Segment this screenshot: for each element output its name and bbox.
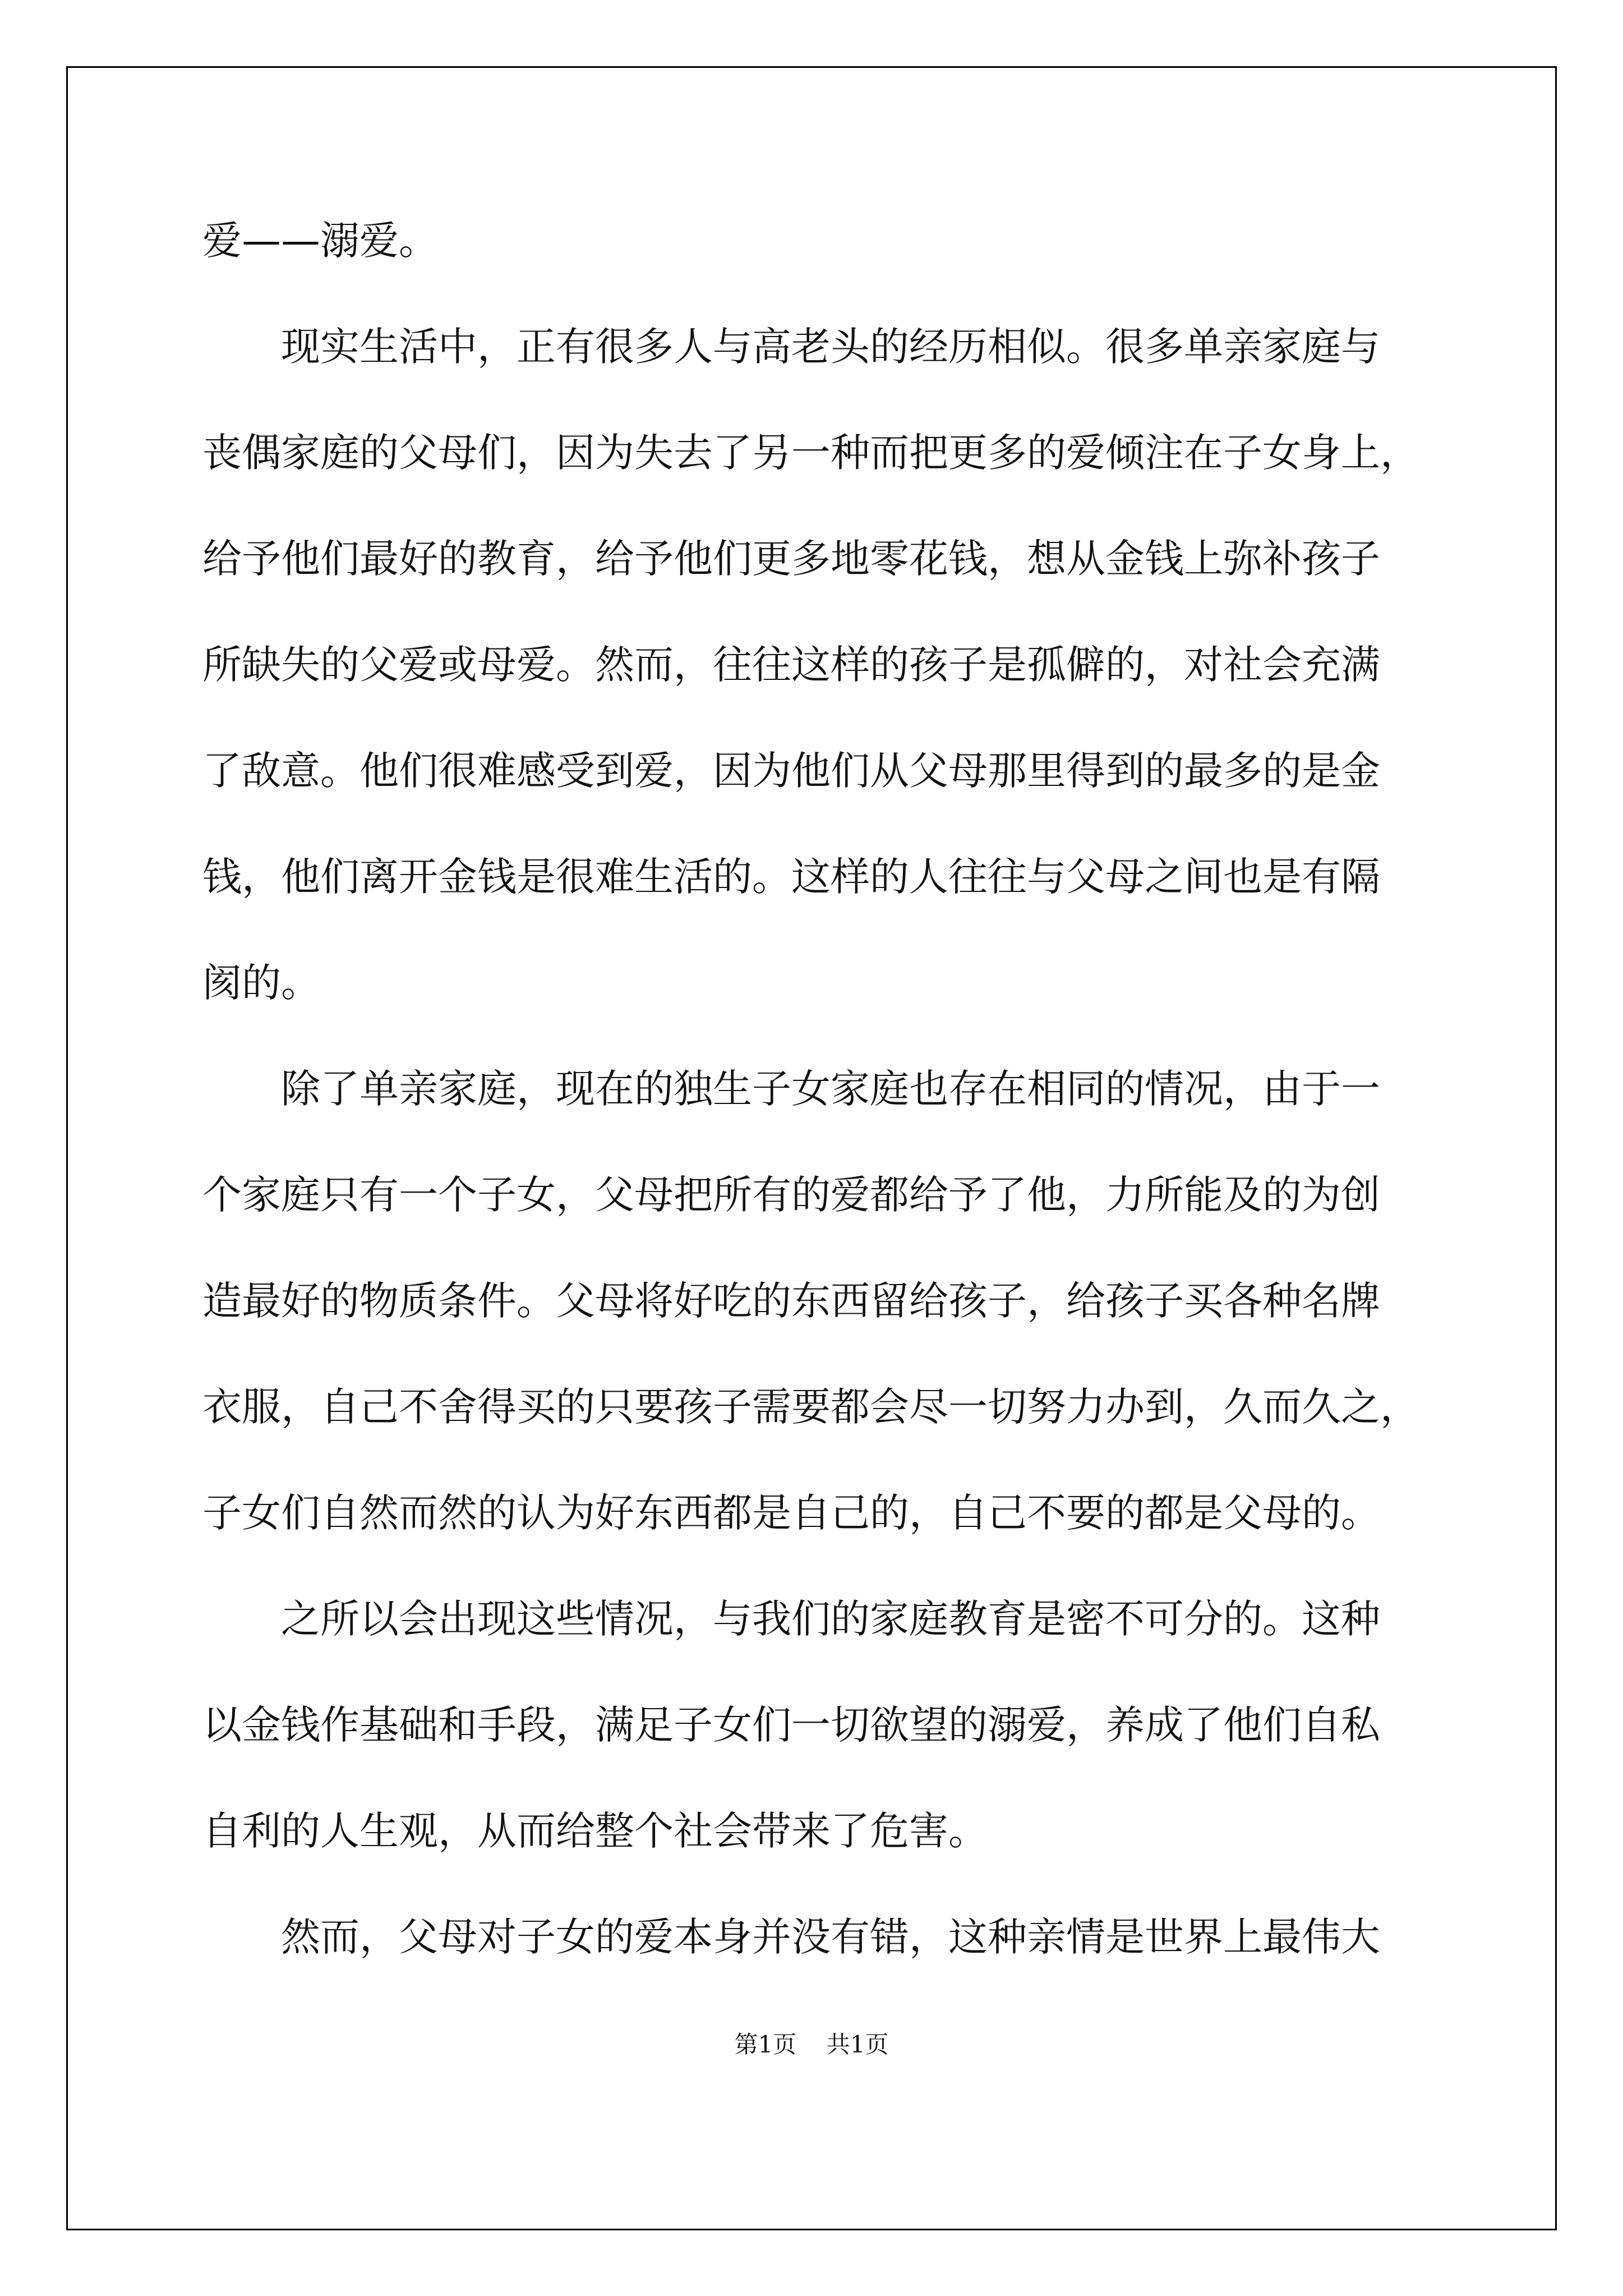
text-line: 现实生活中，正有很多人与高老头的经历相似。很多单亲家庭与: [202, 324, 1380, 370]
page-total: 共1页: [826, 2031, 889, 2058]
text-line: 除了单亲家庭，现在的独生子女家庭也存在相同的情况，由于一: [202, 1066, 1380, 1112]
text-line: 然而，父母对子女的爱本身并没有错，这种亲情是世界上最伟大: [202, 1914, 1380, 1960]
text-line: 子女们自然而然的认为好东西都是自己的，自己不要的都是父母的。: [202, 1490, 1380, 1536]
text-line: 所缺失的父爱或母爱。然而，往往这样的孩子是孤僻的，对社会充满: [202, 642, 1380, 688]
text-line: 造最好的物质条件。父母将好吃的东西留给孩子，给孩子买各种名牌: [202, 1278, 1380, 1324]
page-number: 第1页: [734, 2031, 797, 2058]
text-line: 爱——溺爱。: [202, 218, 438, 264]
text-line: 给予他们最好的教育，给予他们更多地零花钱，想从金钱上弥补孩子: [202, 536, 1380, 582]
text-line: 了敌意。他们很难感受到爱，因为他们从父母那里得到的最多的是金: [202, 748, 1380, 794]
document-body: [202, 188, 1436, 1990]
text-line: 丧偶家庭的父母们，因为失去了另一种而把更多的爱倾注在子女身上，: [202, 430, 1419, 476]
text-line: 阂的。: [202, 960, 320, 1006]
text-line: 之所以会出现这些情况，与我们的家庭教育是密不可分的。这种: [202, 1596, 1380, 1642]
text-line: 以金钱作基础和手段，满足子女们一切欲望的溺爱，养成了他们自私: [202, 1702, 1380, 1748]
text-line: 钱，他们离开金钱是很难生活的。这样的人往往与父母之间也是有隔: [202, 854, 1380, 900]
text-line: 衣服，自己不舍得买的只要孩子需要都会尽一切努力办到，久而久之，: [202, 1384, 1419, 1430]
text-line: 自利的人生观，从而给整个社会带来了危害。: [202, 1808, 988, 1854]
text-line: 个家庭只有一个子女，父母把所有的爱都给予了他，力所能及的为创: [202, 1172, 1380, 1218]
page-footer: [0, 2026, 1623, 2060]
